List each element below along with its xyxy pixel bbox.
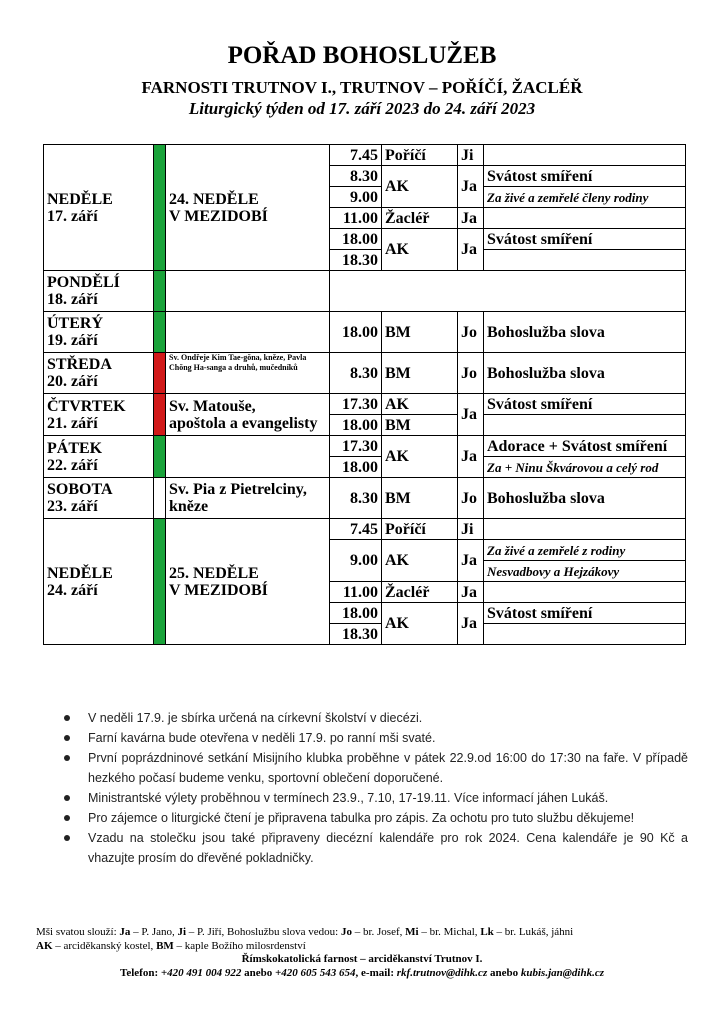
note-cell: Svátost smíření bbox=[484, 394, 686, 415]
note-cell: Bohoslužba slova bbox=[484, 478, 686, 519]
place-cell: BM bbox=[382, 478, 458, 519]
priest-cell: Ja bbox=[458, 603, 484, 645]
liturgy-cell bbox=[166, 312, 330, 353]
place-cell: Poříčí bbox=[382, 145, 458, 166]
note-cell: Bohoslužba slova bbox=[484, 312, 686, 353]
time-cell: 8.30 bbox=[330, 166, 382, 187]
place-cell: AK bbox=[382, 394, 458, 415]
priest-cell: Ja bbox=[458, 436, 484, 478]
note-cell: Nesvadbovy a Hejzákovy bbox=[484, 561, 686, 582]
note-cell bbox=[484, 250, 686, 271]
time-cell: 11.00 bbox=[330, 582, 382, 603]
liturgical-color-red bbox=[154, 353, 166, 394]
day-cell: PÁTEK 22. září bbox=[44, 436, 154, 478]
time-cell: 18.00 bbox=[330, 312, 382, 353]
week-range: Liturgický týden od 17. září 2023 do 24. září 2023 bbox=[188, 99, 536, 118]
table-row bbox=[44, 312, 686, 353]
liturgy-cell bbox=[166, 271, 330, 312]
table-row bbox=[44, 519, 686, 540]
bullet-icon bbox=[64, 755, 70, 761]
note-cell bbox=[484, 208, 686, 229]
liturgy-cell: Sv. Ondřeje Kim Tae-gŏna, kněze, Pavla Chŏng Ha-sanga a druhů, mučedníků bbox=[166, 353, 330, 394]
note-cell: Svátost smíření bbox=[484, 166, 686, 187]
footer-contacts: Telefon: +420 491 004 922 anebo +420 605 543 654, e-mail: rkf.trutnov@dihk.cz anebo kubis.jan@dihk.cz bbox=[120, 966, 604, 979]
note-cell bbox=[484, 582, 686, 603]
time-cell: 18.00 bbox=[330, 415, 382, 436]
time-cell: 8.30 bbox=[330, 478, 382, 519]
priest-cell: Ja bbox=[458, 166, 484, 208]
priest-cell: Ja bbox=[458, 540, 484, 582]
table-row bbox=[44, 394, 686, 415]
time-cell: 9.00 bbox=[330, 187, 382, 208]
liturgical-color-green bbox=[154, 145, 166, 271]
email-link[interactable]: rkf.trutnov@dihk.cz bbox=[396, 966, 488, 979]
liturgical-color-green bbox=[154, 519, 166, 645]
time-cell: 7.45 bbox=[330, 519, 382, 540]
list-item: Ministrantské výlety proběhnou v termínech 23.9., 7.10, 17-19.11. Více informací jáhen Lukáš. bbox=[58, 788, 688, 808]
priest-cell: Ja bbox=[458, 582, 484, 603]
table-row bbox=[44, 353, 686, 394]
liturgical-color-red bbox=[154, 394, 166, 436]
note-cell bbox=[484, 624, 686, 645]
list-item: První poprázdninové setkání Misijního klubka proběhne v pátek 22.9.od 16:00 do 17:30 na faře. V případě hezkého počasí budeme venku, sportovní oblečení doporučené. bbox=[58, 748, 688, 788]
time-cell: 18.30 bbox=[330, 250, 382, 271]
time-cell: 18.00 bbox=[330, 603, 382, 624]
footer-legend-line1: Mši svatou slouží: Ja – P. Jano, Ji – P. Jiří, Bohoslužbu slova vedou: Jo – br. Josef, Mi – br. Michal, Lk – br. Lukáš, jáhni bbox=[36, 926, 574, 938]
time-cell: 17.30 bbox=[330, 394, 382, 415]
place-cell: Žacléř bbox=[382, 582, 458, 603]
table-row bbox=[44, 145, 686, 166]
time-cell: 18.30 bbox=[330, 624, 382, 645]
page-title: POŘAD BOHOSLUŽEB bbox=[227, 42, 497, 69]
priest-cell: Ji bbox=[458, 519, 484, 540]
place-cell: AK bbox=[382, 436, 458, 478]
time-cell: 7.45 bbox=[330, 145, 382, 166]
priest-cell: Ji bbox=[458, 145, 484, 166]
day-cell: NEDĚLE 24. září bbox=[44, 519, 154, 645]
time-cell: 17.30 bbox=[330, 436, 382, 457]
list-item: Pro zájemce o liturgické čtení je připravena tabulka pro zápis. Za ochotu pro tuto službu děkujeme! bbox=[58, 808, 688, 828]
note-cell: Svátost smíření bbox=[484, 229, 686, 250]
footer-legend-line2: AK – arciděkanský kostel, BM – kaple Božího milosrdenství bbox=[36, 939, 306, 952]
liturgical-color-green bbox=[154, 436, 166, 478]
note-cell: Bohoslužba slova bbox=[484, 353, 686, 394]
place-cell: BM bbox=[382, 353, 458, 394]
note-cell: Adorace + Svátost smíření bbox=[484, 436, 686, 457]
time-cell: 18.00 bbox=[330, 457, 382, 478]
liturgy-cell: Sv. Pia z Pietrelciny, kněze bbox=[166, 478, 330, 519]
schedule-table bbox=[43, 144, 686, 645]
day-cell: ÚTERÝ 19. září bbox=[44, 312, 154, 353]
table-row bbox=[44, 436, 686, 457]
bullet-icon bbox=[64, 795, 70, 801]
time-cell: 9.00 bbox=[330, 540, 382, 582]
footer bbox=[36, 926, 688, 980]
parish-subtitle: FARNOSTI TRUTNOV I., TRUTNOV – POŘÍČÍ, ŽACLÉŘ bbox=[141, 78, 583, 97]
bullet-icon bbox=[64, 835, 70, 841]
liturgy-cell: Sv. Matouše, apoštola a evangelisty bbox=[166, 394, 330, 436]
list-item: V neděli 17.9. je sbírka určená na církevní školství v diecézi. bbox=[58, 708, 688, 728]
place-cell: AK bbox=[382, 229, 458, 271]
note-cell bbox=[484, 415, 686, 436]
place-cell: BM bbox=[382, 415, 458, 436]
table-row bbox=[44, 478, 686, 519]
place-cell: Žacléř bbox=[382, 208, 458, 229]
place-cell: AK bbox=[382, 540, 458, 582]
priest-cell: Ja bbox=[458, 394, 484, 436]
place-cell: AK bbox=[382, 166, 458, 208]
note-cell: Za + Ninu Škvárovou a celý rod bbox=[484, 457, 686, 478]
liturgy-cell bbox=[166, 436, 330, 478]
day-cell: NEDĚLE 17. září bbox=[44, 145, 154, 271]
day-cell: SOBOTA 23. září bbox=[44, 478, 154, 519]
bullet-icon bbox=[64, 715, 70, 721]
table-row bbox=[44, 271, 686, 312]
day-cell: ČTVRTEK 21. září bbox=[44, 394, 154, 436]
liturgical-color-green bbox=[154, 312, 166, 353]
liturgy-cell: 24. NEDĚLE V MEZIDOBÍ bbox=[166, 145, 330, 271]
footer-parish: Římskokatolická farnost – arciděkanství Trutnov I. bbox=[241, 953, 483, 965]
email-link[interactable]: kubis.jan@dihk.cz bbox=[520, 966, 604, 979]
place-cell: AK bbox=[382, 603, 458, 645]
note-cell: Za živé a zemřelé z rodiny bbox=[484, 540, 686, 561]
note-cell: Za živé a zemřelé členy rodiny bbox=[484, 187, 686, 208]
empty-cell bbox=[330, 271, 686, 312]
bullet-icon bbox=[64, 735, 70, 741]
note-cell: Svátost smíření bbox=[484, 603, 686, 624]
liturgy-cell: 25. NEDĚLE V MEZIDOBÍ bbox=[166, 519, 330, 645]
note-cell bbox=[484, 519, 686, 540]
bullet-icon bbox=[64, 815, 70, 821]
list-item: Vzadu na stolečku jsou také připraveny diecézní kalendáře pro rok 2024. Cena kalendáře je 90 Kč a vhazujte prosím do dřevěné pokladničky. bbox=[58, 828, 688, 868]
place-cell: BM bbox=[382, 312, 458, 353]
list-item: Farní kavárna bude otevřena v neděli 17.9. po ranní mši svaté. bbox=[58, 728, 688, 748]
priest-cell: Jo bbox=[458, 353, 484, 394]
note-cell bbox=[484, 145, 686, 166]
place-cell: Poříčí bbox=[382, 519, 458, 540]
priest-cell: Ja bbox=[458, 229, 484, 271]
time-cell: 18.00 bbox=[330, 229, 382, 250]
liturgical-color-white bbox=[154, 478, 166, 519]
liturgical-color-green bbox=[154, 271, 166, 312]
priest-cell: Jo bbox=[458, 478, 484, 519]
announcements-list bbox=[58, 708, 688, 868]
time-cell: 11.00 bbox=[330, 208, 382, 229]
priest-cell: Jo bbox=[458, 312, 484, 353]
priest-cell: Ja bbox=[458, 208, 484, 229]
time-cell: 8.30 bbox=[330, 353, 382, 394]
day-cell: PONDĚLÍ 18. září bbox=[44, 271, 154, 312]
day-cell: STŘEDA 20. září bbox=[44, 353, 154, 394]
